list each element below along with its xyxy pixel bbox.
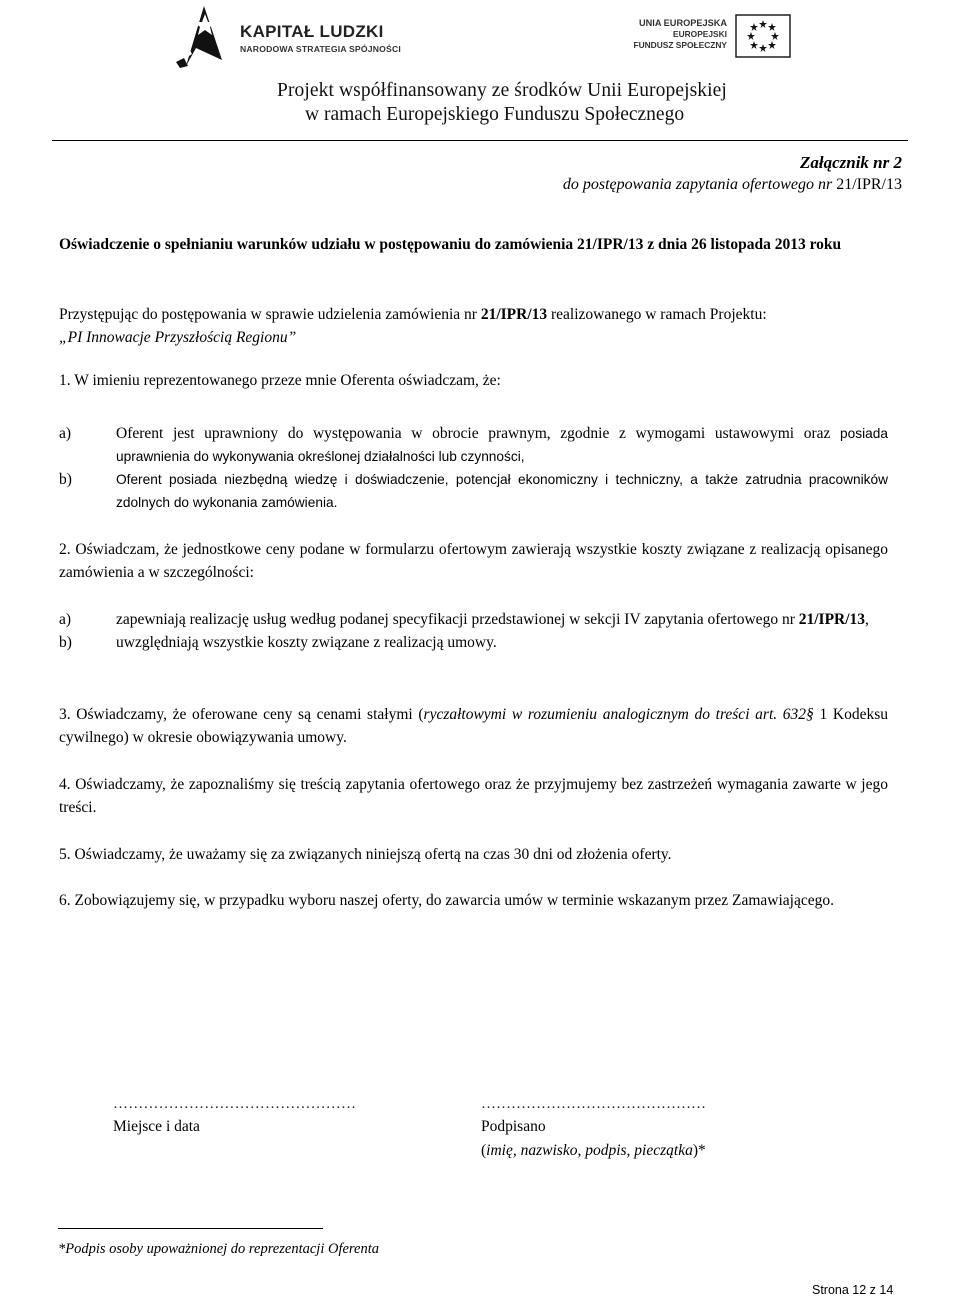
project-cofinancing-line-2: w ramach Europejskiego Funduszu Społecznego xyxy=(305,104,685,125)
point-3-italic: ryczałtowymi w rozumieniu analogicznym do treści art. 632§ xyxy=(423,706,814,723)
eu-text-block xyxy=(629,18,727,51)
point-6: 6. Zobowiązujemy się, w przypadku wyboru naszej oferty, do zawarcia umów w terminie wskazanym przez Zamawiającego. xyxy=(59,892,834,909)
header-divider xyxy=(52,140,908,141)
intro-order-number: 21/IPR/13 xyxy=(480,306,548,323)
footnote: *Podpis osoby upoważnionej do reprezentacji Oferenta xyxy=(58,1241,379,1257)
list-label: a) xyxy=(59,425,72,442)
signed-note-open: ( xyxy=(481,1142,487,1159)
kapital-ludzki-logo-icon xyxy=(172,4,232,70)
annex-subtitle-text: do postępowania zapytania ofertowego nr xyxy=(562,176,837,193)
place-date-dotted-line: ………………………………………… xyxy=(113,1096,357,1112)
signed-label: Podpisano xyxy=(481,1118,546,1135)
point-2-item-a-text: zapewniają realizację usług według podanej specyfikacji przedstawionej w sekcji IV zapytania ofertowego nr xyxy=(116,611,799,628)
point-2: 2. Oświadczam, że jednostkowe ceny podane w formularzu ofertowym zawierają wszystkie koszty związane z realizacją opisanego zamówienia a w szczególności: xyxy=(59,541,888,581)
eu-flag-icon xyxy=(735,14,791,58)
point-1-item-a xyxy=(59,422,888,468)
annex-title: Załącznik nr 2 xyxy=(799,153,902,172)
point-2-item-b-text: uwzględniają wszystkie koszty związane z realizacją umowy. xyxy=(116,634,497,651)
kapital-ludzki-title: KAPITAŁ LUDZKI xyxy=(240,22,384,41)
signature-dotted-line: ……………………………………… xyxy=(481,1096,706,1112)
intro-text-1: Przystępując do postępowania w sprawie udzielenia zamówienia nr xyxy=(59,306,481,323)
signed-note xyxy=(481,1142,706,1160)
point-2-list xyxy=(59,608,888,654)
list-label: b) xyxy=(59,471,72,488)
signed-note-text: imię, nazwisko, podpis, pieczątka xyxy=(486,1142,693,1159)
point-3-text-2: 1 Kodeksu cywilnego) w okresie obowiązywania umowy. xyxy=(59,706,889,746)
point-4: 4. Oświadczamy, że zapoznaliśmy się treścią zapytania ofertowego oraz że przyjmujemy bez zastrzeżeń wymagania zawarte w jego treści. xyxy=(59,776,888,816)
point-1: 1. W imieniu reprezentowanego przeze mnie Oferenta oświadczam, że: xyxy=(59,372,501,389)
intro-project-name: „PI Innowacje Przyszłością Regionu” xyxy=(59,329,297,346)
annex-subtitle-number: 21/IPR/13 xyxy=(836,176,902,193)
page-number: Strona 12 z 14 xyxy=(812,1283,894,1297)
point-2-item-a-number: 21/IPR/13 xyxy=(798,611,866,628)
list-label: a) xyxy=(59,611,72,628)
eu-line-1: UNIA EUROPEJSKA xyxy=(639,18,727,28)
project-cofinancing-line-1: Projekt współfinansowany ze środków Unii Europejskiej xyxy=(277,80,727,101)
place-date-label: Miejsce i data xyxy=(113,1118,200,1135)
signed-note-close: )* xyxy=(692,1142,706,1159)
point-5: 5. Oświadczamy, że uważamy się za związanych niniejszą ofertą na czas 30 dni od złożenia oferty. xyxy=(59,846,672,863)
intro-paragraph xyxy=(59,303,888,349)
point-2-item-b xyxy=(59,631,888,654)
footnote-divider xyxy=(58,1228,323,1229)
intro-text-2: realizowanego w ramach Projektu: xyxy=(547,306,767,323)
document-title: Oświadczenie o spełnianiu warunków udziału w postępowaniu do zamówienia 21/IPR/13 z dnia 26 listopada 2013 roku xyxy=(59,236,842,253)
eu-line-3: FUNDUSZ SPOŁECZNY xyxy=(633,40,727,50)
point-2-item-a-end: , xyxy=(865,611,869,628)
point-3 xyxy=(59,703,888,749)
eu-line-2: EUROPEJSKI xyxy=(673,29,727,39)
list-label: b) xyxy=(59,634,72,651)
kapital-ludzki-subtitle: NARODOWA STRATEGIA SPÓJNOŚCI xyxy=(240,44,401,54)
point-1-item-b-text: Oferent posiada niezbędną wiedzę i doświadczenie, potencjał ekonomiczny i techniczny, a także zatrudnia pracowników zdolnych do wykonania zamówienia. xyxy=(116,472,888,510)
point-1-item-a-text-2: posiada uprawnienia do wykonywania określonej działalności lub czynności, xyxy=(116,426,888,464)
annex-subtitle xyxy=(563,176,902,194)
point-2-item-a xyxy=(59,608,888,631)
point-1-list xyxy=(59,422,888,514)
point-3-text-1: 3. Oświadczamy, że oferowane ceny są cenami stałymi ( xyxy=(59,706,424,723)
point-1-item-a-text-1: Oferent jest uprawniony do występowania w obrocie prawnym, zgodnie z wymogami ustawowymi oraz xyxy=(116,425,841,442)
point-1-item-b xyxy=(59,468,888,514)
